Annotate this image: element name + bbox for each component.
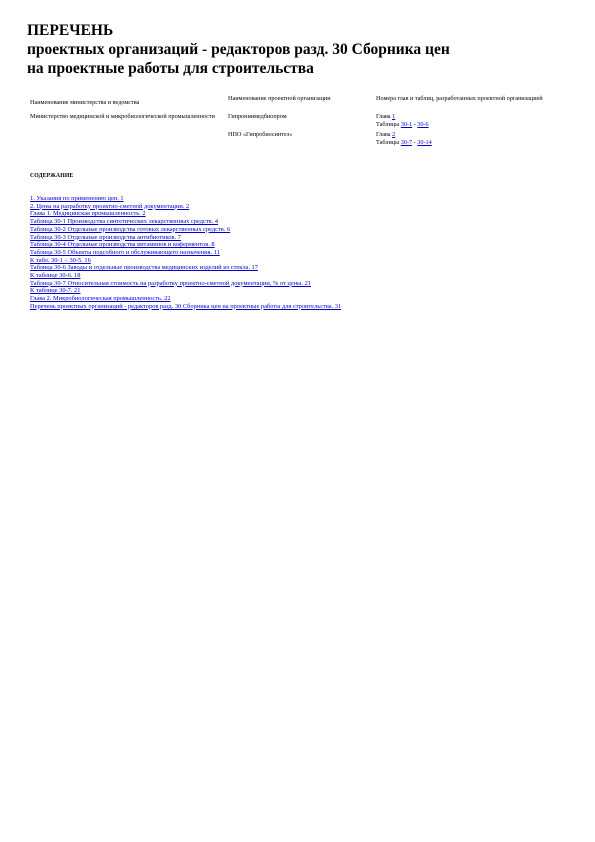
organizations-table — [30, 95, 550, 149]
chapter-link[interactable]: 2 — [392, 131, 396, 138]
toc-item[interactable]: Таблица 30-1 Производства синтетических лекарственных средств. 4 — [30, 218, 219, 226]
table-row — [30, 113, 550, 131]
tables-from-link[interactable]: 30-7 — [400, 139, 413, 146]
tables-separator: - — [412, 121, 418, 128]
toc-item[interactable]: К таблице 30-7. 21 — [30, 287, 81, 295]
table-row — [30, 131, 550, 149]
title-line-1: ПЕРЕЧЕНЬ — [27, 22, 114, 39]
title-line-3: на проектные работы для строительства — [27, 60, 314, 77]
document-title — [27, 21, 572, 78]
tables-from-link[interactable]: 30-1 — [400, 121, 413, 128]
toc-item[interactable]: Таблица 30-4 Отдельные производства витаминов и коферментов. 8 — [30, 241, 215, 249]
toc-item[interactable]: Перечень проектных организаций - редакторов разд. 30 Сборника цен на проектные работы для строительства. 31 — [30, 302, 342, 310]
tables-separator: - — [412, 139, 418, 146]
toc-item[interactable]: Таблица 30-5 Объекты подсобного и обслуживающего назначения. 11 — [30, 248, 220, 256]
toc-item[interactable]: 1. Указания по применению цен. 1 — [30, 195, 124, 202]
chapter-prefix: Глава — [376, 131, 393, 138]
toc-item[interactable]: Глава 1. Медицинская промышленность. 2 — [30, 210, 146, 218]
cell-organization: Гипрониимедбиопром — [228, 113, 287, 120]
table-header-row — [30, 95, 550, 113]
toc-item[interactable]: Таблица 30-7 Относительная стоимость на разработку проектно-сметной документации, % от цены. 21 — [30, 279, 311, 287]
header-ministry: Наименование министерства и ведомства — [30, 99, 140, 106]
cell-ministry: Министерство медицинской и микробиологической промышленности — [30, 113, 215, 120]
tables-to-link[interactable]: 30-14 — [417, 139, 432, 146]
toc-item[interactable]: Таблица 30-6 Заводы и отдельные производства медицинских изделий из стекла. 17 — [30, 264, 258, 272]
chapter-prefix: Глава — [376, 113, 393, 120]
tables-prefix: Таблицы — [376, 121, 401, 128]
toc-item[interactable]: 2. Цены на разработку проектно-сметной документации. 2 — [30, 202, 190, 210]
toc-item[interactable]: Таблица 30-3 Отдельные производства антибиотиков. 7 — [30, 233, 181, 241]
header-organization: Наименование проектной организации — [228, 95, 331, 102]
table-of-contents — [30, 195, 570, 311]
cell-organization: НПО «Гипробиосинтез» — [228, 131, 293, 138]
toc-heading: СОДЕРЖАНИЕ — [30, 173, 74, 179]
toc-item[interactable]: К табл. 30-1 ÷ 30-5. 16 — [30, 256, 91, 264]
toc-item[interactable]: Таблица 30-2 Отдельные производства готовых лекарственных средств. 6 — [30, 225, 231, 233]
header-chapters: Номера глав и таблиц, разработанных проектной организацией — [376, 95, 543, 102]
tables-prefix: Таблицы — [376, 139, 401, 146]
cell-ministry — [30, 131, 228, 149]
toc-item[interactable]: Глава 2. Микробиологическая промышленность. 22 — [30, 295, 171, 303]
cell-chapters — [376, 131, 550, 149]
toc-item[interactable]: К таблице 30-6. 18 — [30, 272, 81, 280]
tables-to-link[interactable]: 30-6 — [417, 121, 429, 128]
chapter-link[interactable]: 1 — [392, 113, 396, 120]
title-line-2: проектных организаций - редакторов разд. 30 Сборника цен — [27, 41, 450, 58]
cell-chapters — [376, 113, 550, 131]
